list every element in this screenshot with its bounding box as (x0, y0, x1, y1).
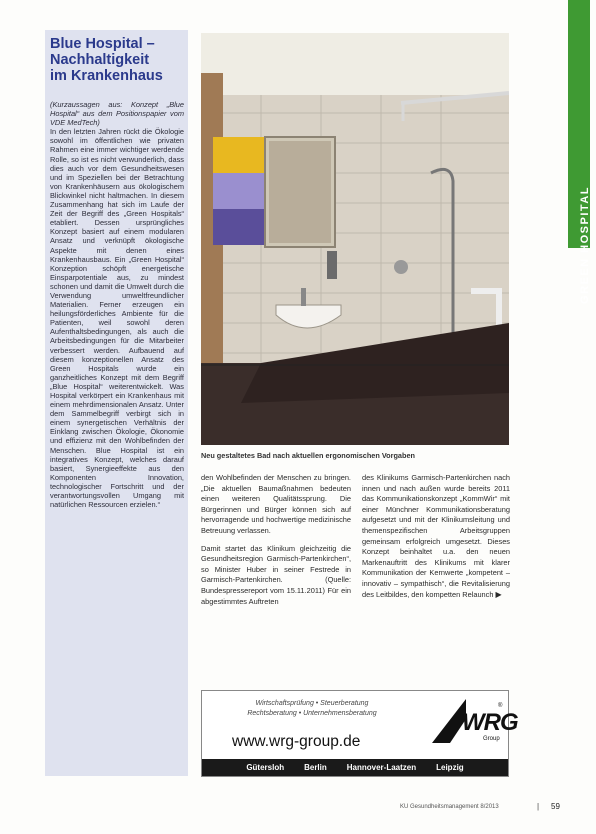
ad-services-line: Wirtschaftsprüfung • Steuerberatung (255, 700, 369, 707)
sidebar-body: In den letzten Jahren rückt die Ökologie sowohl im öffentlichen wie privaten Rahmen eine immer wichtiger werdende Rolle, so ist es nicht verwunderlich, dass dies auch vor dem Gesundheitswesen und im Speziellen bei der Betrachtung von Krankenhäusern aus ökologischem Blickwinkel nicht haltmachen. In diesem Zusammenhang hat sich im Laufe der Zeit der Begriff des „Green Hospitals“ etabliert. Dessen ursprüngliches Konzept basiert auf einem modularen Ansatz und verknüpft ökologische Aspekte mit denen eines Krankenhausbaus. Ein „Green Hospital“ Konzeption schöpft energetische Einsparpotentiale aus, zu mindest schonen und damit die Umwelt durch die Verwendung umweltfreundlicher Materialien. Ferner erzeugen ein heilungsförderliches Ambiente für die Patienten, weil sowohl deren Aufenthaltsbedingungen, als auch die Arbeitsbedingungen für die Mitarbeiter verbessert werden. Aufbauend auf diesem konzeptionellen Ansatz des Green Hospitals wurde ein ganzheitliches Konzept mit dem Begriff „Blue Hospital“ weiterentwickelt. Was Hospital verkörpert ein Krankenhaus mit einem mehrdimensionalen Ansatz. Unter dem Sammelbegriff verbirgt sich in einem synergetischen Verhältnis der Einklang zwischen Ökologie, Ökonomie und effizienz mit den Wohlbefinden der Menschen. Blue Hospital ist ein integratives Konzept, welches darauf basiert, Synergieeffekte aus den Komponenten Innovation, technologischer Fortschritt und der verantwortungsvollen Umgang mit natürlichen Ressourcen erzielen.“ (50, 127, 184, 510)
footer-publication: KU Gesundheitsmanagement 8/2013 (400, 804, 499, 810)
bathroom-photo (201, 33, 509, 445)
section-tab-label: GREEN HOSPITAL (579, 186, 591, 304)
ad-url: www.wrg-group.de (232, 733, 361, 750)
ad-brand-sub: Group (483, 736, 500, 742)
article-column-2 (362, 473, 510, 607)
article-column-1 (201, 473, 351, 614)
ad-city: Leipzig (436, 763, 464, 772)
ad-brand-registered: ® (498, 703, 503, 709)
article-paragraph-text: des Klinikums Garmisch-Partenkirchen nach innen und nach außen wurde bereits 2011 das Kommunikationskonzept „KommWir“ mit einer Münchner Kommunikationsberatung aufgesetzt und mit der Klinikumsleitung und themenspezifischen Arbeitsgruppen gemeinsam erfolgreich umgesetzt. Dieses Konzept beinhaltet u.a. den neuen Markenauftritt des Klinikums mit klarer Kommunikation der Kernwerte „kompetent – innovativ – sympathisch“, die Revitalisierung des Leitbildes, den kompetten Relaunch (362, 473, 510, 599)
article-paragraph: den Wohlbefinden der Menschen zu bringen. „Die aktuellen Baumaßnahmen bedeuten einen weiteren Qualitätssprung. Die Bürgerinnen und Bürger können sich auf hervorragende und hochwertige medizinische Betreuung verlassen. (201, 473, 351, 535)
page-number: 59 (551, 802, 560, 811)
ad-services-line: Rechtsberatung • Unternehmensberatung (247, 709, 377, 717)
footer-separator: | (537, 802, 540, 811)
ad-city: Berlin (304, 763, 327, 772)
sidebar-title: Blue Hospital – Nachhaltigkeit im Krankenhaus (50, 36, 163, 84)
sidebar-text (50, 100, 184, 772)
photo-caption: Neu gestaltetes Bad nach aktuellen ergonomischen Vorgaben (201, 451, 415, 460)
wrg-advertisement (201, 690, 518, 777)
article-paragraph: Damit startet das Klinikum gleichzeitig die Gesundheitsregion Garmisch-Partenkirchen“, so Minister Huber in seiner Festrede in Garmisch-Partenkirchen. (Quelle: Bundespressereport vom 15.11.2011) Für ein abgestimmtes Auftreten (201, 543, 351, 606)
wrg-logo-icon (432, 699, 466, 743)
ad-services (212, 699, 412, 718)
ad-city: Hannover-Laatzen (346, 763, 417, 772)
continue-arrow-icon: ▶ (495, 589, 502, 599)
sidebar-intro: (Kurzaussagen aus: Konzept „Blue Hospital“ aus dem Positionspapier vom VDE MedTech) (50, 100, 184, 128)
article-paragraph (362, 473, 510, 600)
ad-city: Gütersloh (246, 763, 285, 772)
ad-brand: WRG (462, 709, 518, 736)
bathroom-illustration (201, 33, 509, 445)
ad-cities-bar (202, 759, 508, 776)
